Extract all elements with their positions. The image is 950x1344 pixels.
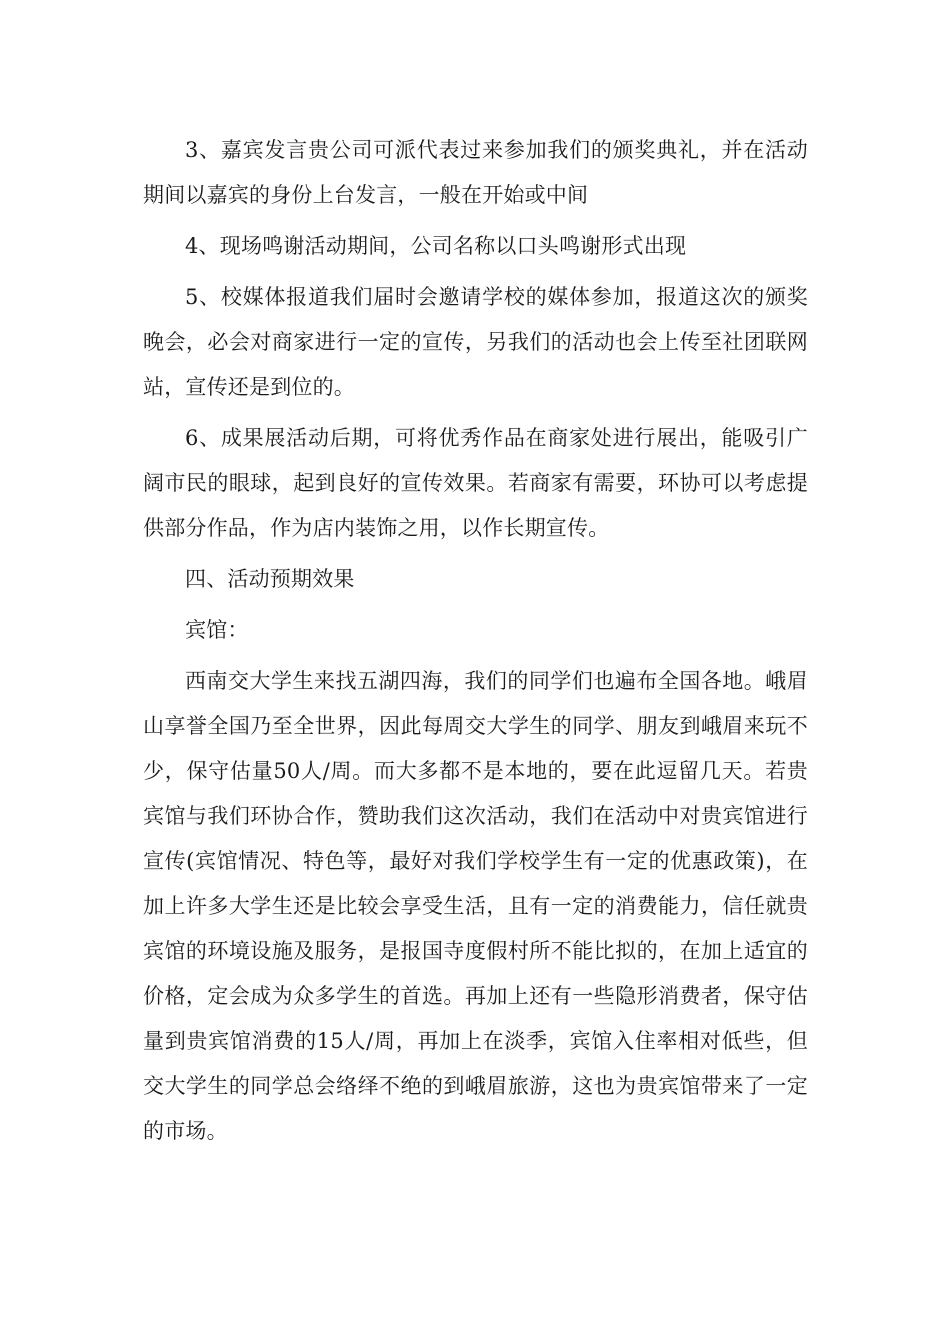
paragraph-item-4-onsite-thanks: 4、现场鸣谢活动期间，公司名称以口头鸣谢形式出现 <box>185 234 687 258</box>
document-body <box>143 128 808 1154</box>
subheading-hotel: 宾馆： <box>185 618 249 642</box>
paragraph-item-6-exhibition: 6、成果展活动后期，可将优秀作品在商家处进行展出，能吸引广阔市民的眼球，起到良好的宣传效果。若商家有需要，环协可以考虑提供部分作品，作为店内装饰之用，以作长期宣传。 <box>143 426 808 540</box>
paragraph-item-3-guest-speech: 3、嘉宾发言贵公司可派代表过来参加我们的颁奖典礼，并在活动期间以嘉宾的身份上台发言，一般在开始或中间 <box>143 138 808 207</box>
paragraph-hotel-analysis: 西南交大学生来找五湖四海，我们的同学们也遍布全国各地。峨眉山享誉全国乃至全世界，因此每周交大学生的同学、朋友到峨眉来玩不少，保守估量50人/周。而大多都不是本地的，要在此逗留几天。若贵宾馆与我们环协合作，赞助我们这次活动，我们在活动中对贵宾馆进行宣传(宾馆情况、特色等，最好对我们学校学生有一定的优惠政策)，在加上许多大学生还是比较会享受生活，且有一定的消费能力，信任就贵宾馆的环境设施及服务，是报国寺度假村所不能比拟的，在加上适宜的价格，定会成为众多学生的首选。再加上还有一些隐形消费者，保守估量到贵宾馆消费的15人/周，再加上在淡季，宾馆入住率相对低些，但交大学生的同学总会络绎不绝的到峨眉旅游，这也为贵宾馆带来了一定的市场。 <box>143 669 808 1143</box>
section-heading-expected-effect: 四、活动预期效果 <box>185 567 355 591</box>
paragraph-item-5-campus-media: 5、校媒体报道我们届时会邀请学校的媒体参加，报道这次的颁奖晚会，必会对商家进行一定的宣传，另我们的活动也会上传至社团联网站，宣传还是到位的。 <box>143 285 808 399</box>
